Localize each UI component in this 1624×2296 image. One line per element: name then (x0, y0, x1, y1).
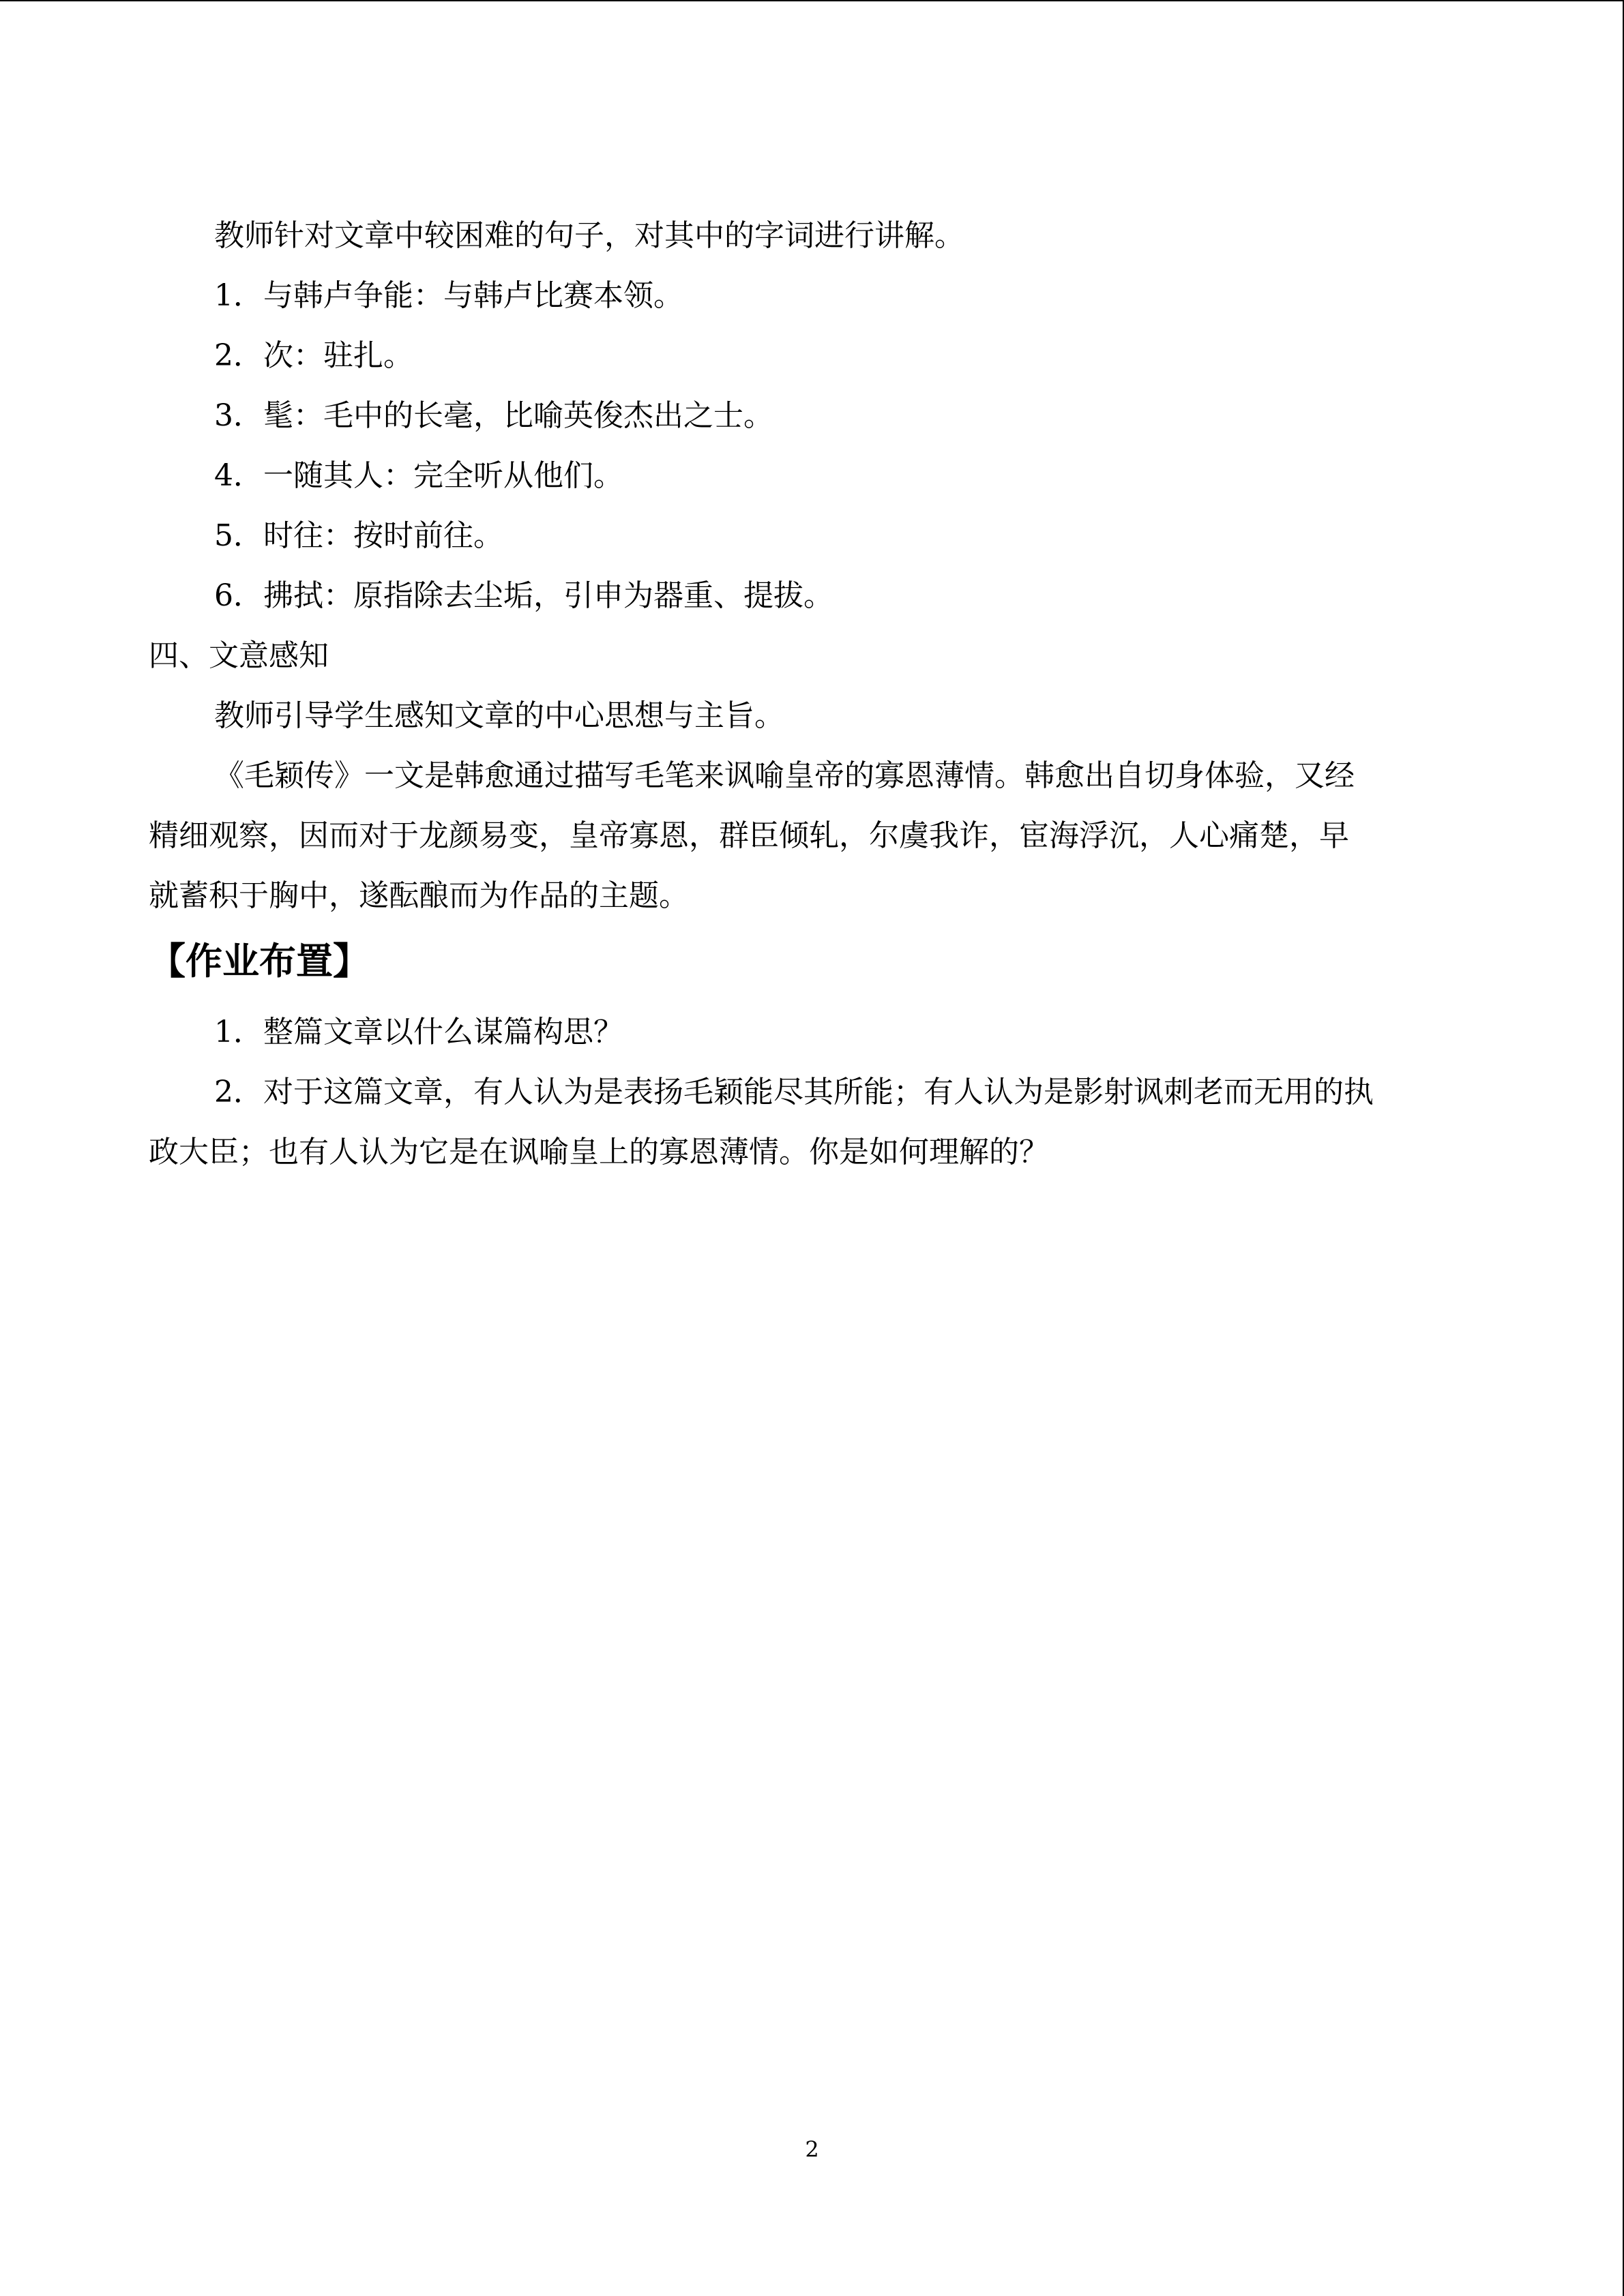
homework-heading: 【作业布置】 (149, 940, 370, 983)
page-content (149, 206, 1475, 1182)
homework-question-2-line-2: 政大臣；也有人认为它是在讽喻皇上的寡恩薄情。你是如何理解的？ (149, 1135, 1049, 1169)
vocab-item-1: 1．与韩卢争能：与韩卢比赛本领。 (214, 278, 683, 313)
section-4-title: 四、文意感知 (149, 638, 329, 673)
homework-question-2-line-1: 2．对于这篇文章，有人认为是表扬毛颖能尽其所能；有人认为是影射讽刺老而无用的执 (214, 1075, 1374, 1109)
section-4-intro: 教师引导学生感知文章的中心思想与主旨。 (214, 698, 784, 733)
page-number: 2 (805, 2136, 819, 2162)
vocab-item-3: 3．髦：毛中的长毫，比喻英俊杰出之士。 (214, 398, 773, 433)
section-4-paragraph-line-1: 《毛颖传》一文是韩愈通过描写毛笔来讽喻皇帝的寡恩薄情。韩愈出自切身体验，又经 (214, 758, 1355, 793)
section-4-paragraph-line-2: 精细观察，因而对于龙颜易变，皇帝寡恩，群臣倾轧，尔虞我诈，宦海浮沉，人心痛楚，早 (149, 818, 1349, 853)
vocab-item-4: 4．一随其人：完全听从他们。 (214, 458, 623, 493)
vocab-intro: 教师针对文章中较困难的句子，对其中的字词进行讲解。 (214, 218, 964, 253)
section-4-paragraph-line-3: 就蓄积于胸中，遂酝酿而为作品的主题。 (149, 878, 689, 913)
homework-question-1: 1．整篇文章以什么谋篇构思？ (214, 1015, 623, 1049)
vocab-item-5: 5．时往：按时前往。 (214, 518, 503, 553)
vocab-item-6: 6．拂拭：原指除去尘垢，引申为器重、提拔。 (214, 578, 833, 613)
vocab-item-2: 2．次：驻扎。 (214, 338, 413, 373)
